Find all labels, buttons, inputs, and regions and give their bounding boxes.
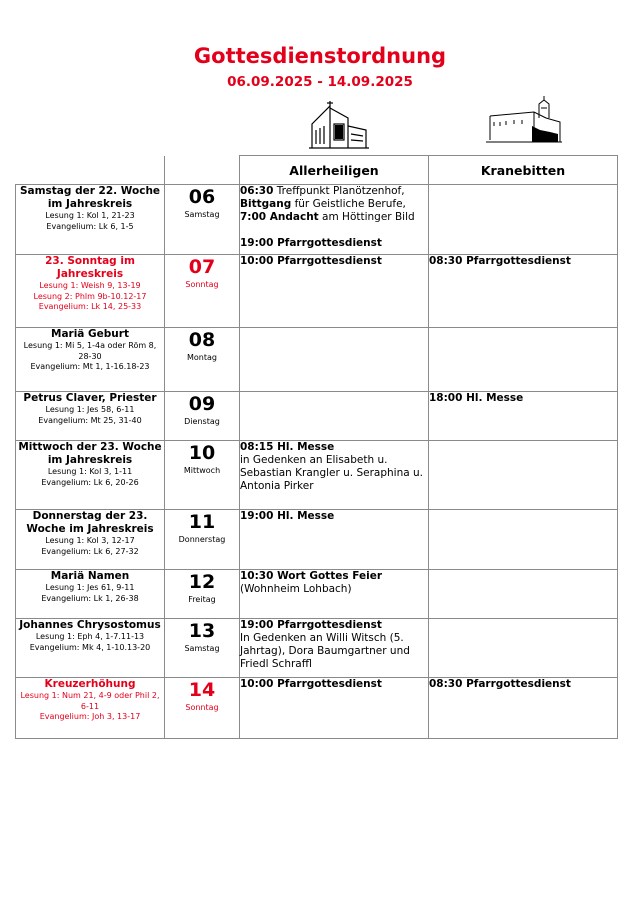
weekday-label: Mittwoch <box>183 466 221 475</box>
service-time: 19:00 Pfarrgottesdienst <box>240 237 382 249</box>
day-number: 10 <box>188 442 216 464</box>
date-cell <box>165 392 240 441</box>
weekday-label: Freitag <box>188 595 216 604</box>
service-description: am Höttinger Bild <box>322 211 415 223</box>
day-info-cell <box>16 392 165 441</box>
service-entry <box>240 619 428 632</box>
kranebitten-cell <box>429 619 618 678</box>
reading-reference: Lesung 1: Kol 3, 12-17 <box>45 536 135 545</box>
service-time: 7:00 Andacht <box>240 211 319 223</box>
day-number: 13 <box>188 620 216 642</box>
church-kranebitten-drawing <box>484 96 564 148</box>
day-info-cell <box>16 678 165 739</box>
date-range: 06.09.2025 - 14.09.2025 <box>227 74 413 90</box>
table-row <box>16 570 618 619</box>
date-cell <box>165 510 240 570</box>
date-cell <box>165 185 240 255</box>
service-time: 18:00 Hl. Messe <box>429 392 524 404</box>
service-time: 08:30 Pfarrgottesdienst <box>429 678 571 690</box>
allerheiligen-cell <box>240 441 429 510</box>
day-info-cell <box>16 441 165 510</box>
kranebitten-cell <box>429 328 618 392</box>
reading-reference: Lesung 1: Jes 61, 9-11 <box>45 583 135 592</box>
allerheiligen-cell <box>240 328 429 392</box>
service-entry <box>429 255 617 268</box>
reading-reference: Lesung 1: Weish 9, 13-19 <box>39 281 141 290</box>
liturgical-day-name: Kreuzerhöhung <box>44 678 136 690</box>
church-allerheiligen-drawing <box>308 100 370 150</box>
service-entry <box>429 392 617 405</box>
service-description: für Geistliche Berufe, <box>294 198 406 210</box>
spacer <box>240 224 428 237</box>
header-blank-cell <box>165 156 240 185</box>
day-number: 11 <box>188 511 216 533</box>
reading-reference: Lesung 1: Kol 1, 21-23 <box>45 211 135 220</box>
service-entry <box>240 678 428 691</box>
date-cell <box>165 441 240 510</box>
reading-reference: Evangelium: Lk 6, 1-5 <box>46 221 134 231</box>
date-cell <box>165 328 240 392</box>
kranebitten-cell <box>429 441 618 510</box>
allerheiligen-cell <box>240 392 429 441</box>
kranebitten-cell <box>429 255 618 328</box>
day-info-cell <box>16 185 165 255</box>
service-time: 10:00 Pfarrgottesdienst <box>240 678 382 690</box>
service-entry <box>240 441 428 454</box>
weekday-label: Sonntag <box>185 703 219 712</box>
reading-reference: Lesung 1: Jes 58, 6-11 <box>45 405 135 414</box>
reading-reference: Evangelium: Joh 3, 13-17 <box>39 712 141 721</box>
table-row <box>16 678 618 739</box>
service-entry <box>240 632 428 671</box>
service-description: in Gedenken an Elisabeth u. Sebastian Krangler u. Seraphina u. Antonia Pirker <box>240 454 424 492</box>
weekday-label: Montag <box>187 353 217 362</box>
service-entry <box>240 237 428 250</box>
allerheiligen-cell <box>240 510 429 570</box>
table-row <box>16 619 618 678</box>
service-time: 10:00 Pfarrgottesdienst <box>240 255 382 267</box>
service-description: (Wohnheim Lohbach) <box>240 583 352 595</box>
day-info-cell <box>16 510 165 570</box>
kranebitten-cell <box>429 510 618 570</box>
date-cell <box>165 619 240 678</box>
table-row <box>16 185 618 255</box>
reading-reference: Evangelium: Mt 1, 1-16.18-23 <box>30 362 150 371</box>
kranebitten-cell <box>429 678 618 739</box>
allerheiligen-cell <box>240 678 429 739</box>
service-entry <box>240 510 428 523</box>
day-info-cell <box>16 619 165 678</box>
reading-reference: Evangelium: Mt 25, 31-40 <box>38 415 142 425</box>
day-number: 07 <box>188 256 216 278</box>
day-number: 09 <box>188 393 216 415</box>
day-number: 14 <box>188 679 216 701</box>
table-row <box>16 328 618 392</box>
reading-reference: Lesung 1: Eph 4, 1-7.11-13 <box>35 632 145 641</box>
liturgical-day-name: Mariä Namen <box>50 570 130 582</box>
page-title: Gottesdienstordnung <box>193 44 447 68</box>
reading-reference: Lesung 1: Kol 3, 1-11 <box>47 467 133 476</box>
weekday-label: Samstag <box>184 210 220 219</box>
day-number: 06 <box>188 186 216 208</box>
service-entry <box>240 255 428 268</box>
kranebitten-cell <box>429 185 618 255</box>
header-blank-cell <box>16 156 165 185</box>
day-info-cell <box>16 328 165 392</box>
reading-reference: Evangelium: Lk 1, 26-38 <box>41 593 139 603</box>
service-entry <box>240 198 428 211</box>
weekday-label: Donnerstag <box>178 535 226 544</box>
service-time: 10:30 Wort Gottes Feier <box>240 570 383 582</box>
liturgical-day-name: Donnerstag der 23. Woche im Jahreskreis <box>26 510 154 535</box>
service-time: 19:00 Pfarrgottesdienst <box>240 619 382 631</box>
reading-reference: Evangelium: Lk 6, 27-32 <box>41 546 139 556</box>
day-info-cell <box>16 570 165 619</box>
day-number: 12 <box>188 571 216 593</box>
service-entry <box>429 678 617 691</box>
date-cell <box>165 255 240 328</box>
weekday-label: Samstag <box>184 644 220 653</box>
liturgical-day-name: Petrus Claver, Priester <box>23 392 157 404</box>
service-entry <box>240 211 428 224</box>
column-header-kranebitten: Kranebitten <box>429 156 618 185</box>
service-time: 08:15 Hl. Messe <box>240 441 335 453</box>
liturgical-day-name: Mittwoch der 23. Woche im Jahreskreis <box>18 441 162 466</box>
date-cell <box>165 570 240 619</box>
reading-reference: Evangelium: Lk 14, 25-33 <box>38 302 142 311</box>
kranebitten-cell <box>429 392 618 441</box>
weekday-label: Dienstag <box>184 417 220 426</box>
liturgical-day-name: Samstag der 22. Woche im Jahreskreis <box>19 185 161 210</box>
service-entry <box>240 454 428 493</box>
table-row <box>16 510 618 570</box>
reading-reference: Lesung 1: Num 21, 4-9 oder Phil 2, 6-11 <box>20 691 160 711</box>
service-schedule-table <box>15 155 618 739</box>
table-row <box>16 441 618 510</box>
day-info-cell <box>16 255 165 328</box>
liturgical-day-name: Johannes Chrysostomus <box>19 619 161 631</box>
service-entry <box>240 185 428 198</box>
service-entry <box>240 583 428 596</box>
liturgical-day-name: 23. Sonntag im Jahreskreis <box>45 255 135 280</box>
day-number: 08 <box>188 329 216 351</box>
service-description: Treffpunkt Planötzenhof, <box>276 185 405 197</box>
service-entry <box>240 570 428 583</box>
allerheiligen-cell <box>240 570 429 619</box>
service-time: 06:30 <box>240 185 274 197</box>
reading-reference: Evangelium: Mk 4, 1-10.13-20 <box>29 642 151 652</box>
table-row <box>16 392 618 441</box>
column-header-allerheiligen: Allerheiligen <box>240 156 429 185</box>
allerheiligen-cell <box>240 619 429 678</box>
service-time: 19:00 Hl. Messe <box>240 510 335 522</box>
reading-reference: Evangelium: Lk 6, 20-26 <box>41 477 139 487</box>
table-row <box>16 255 618 328</box>
service-time: Bittgang <box>240 198 292 210</box>
date-cell <box>165 678 240 739</box>
allerheiligen-cell <box>240 255 429 328</box>
kranebitten-cell <box>429 570 618 619</box>
weekday-label: Sonntag <box>185 280 219 289</box>
liturgical-day-name: Mariä Geburt <box>51 328 129 340</box>
reading-reference: Lesung 2: Phlm 9b-10.12-17 <box>33 291 147 301</box>
allerheiligen-cell <box>240 185 429 255</box>
service-time: 08:30 Pfarrgottesdienst <box>429 255 571 267</box>
service-description: In Gedenken an Willi Witsch (5. Jahrtag), Dora Baumgartner und Friedl Schraffl <box>240 632 410 670</box>
reading-reference: Lesung 1: Mi 5, 1-4a oder Röm 8, 28-30 <box>23 341 157 361</box>
